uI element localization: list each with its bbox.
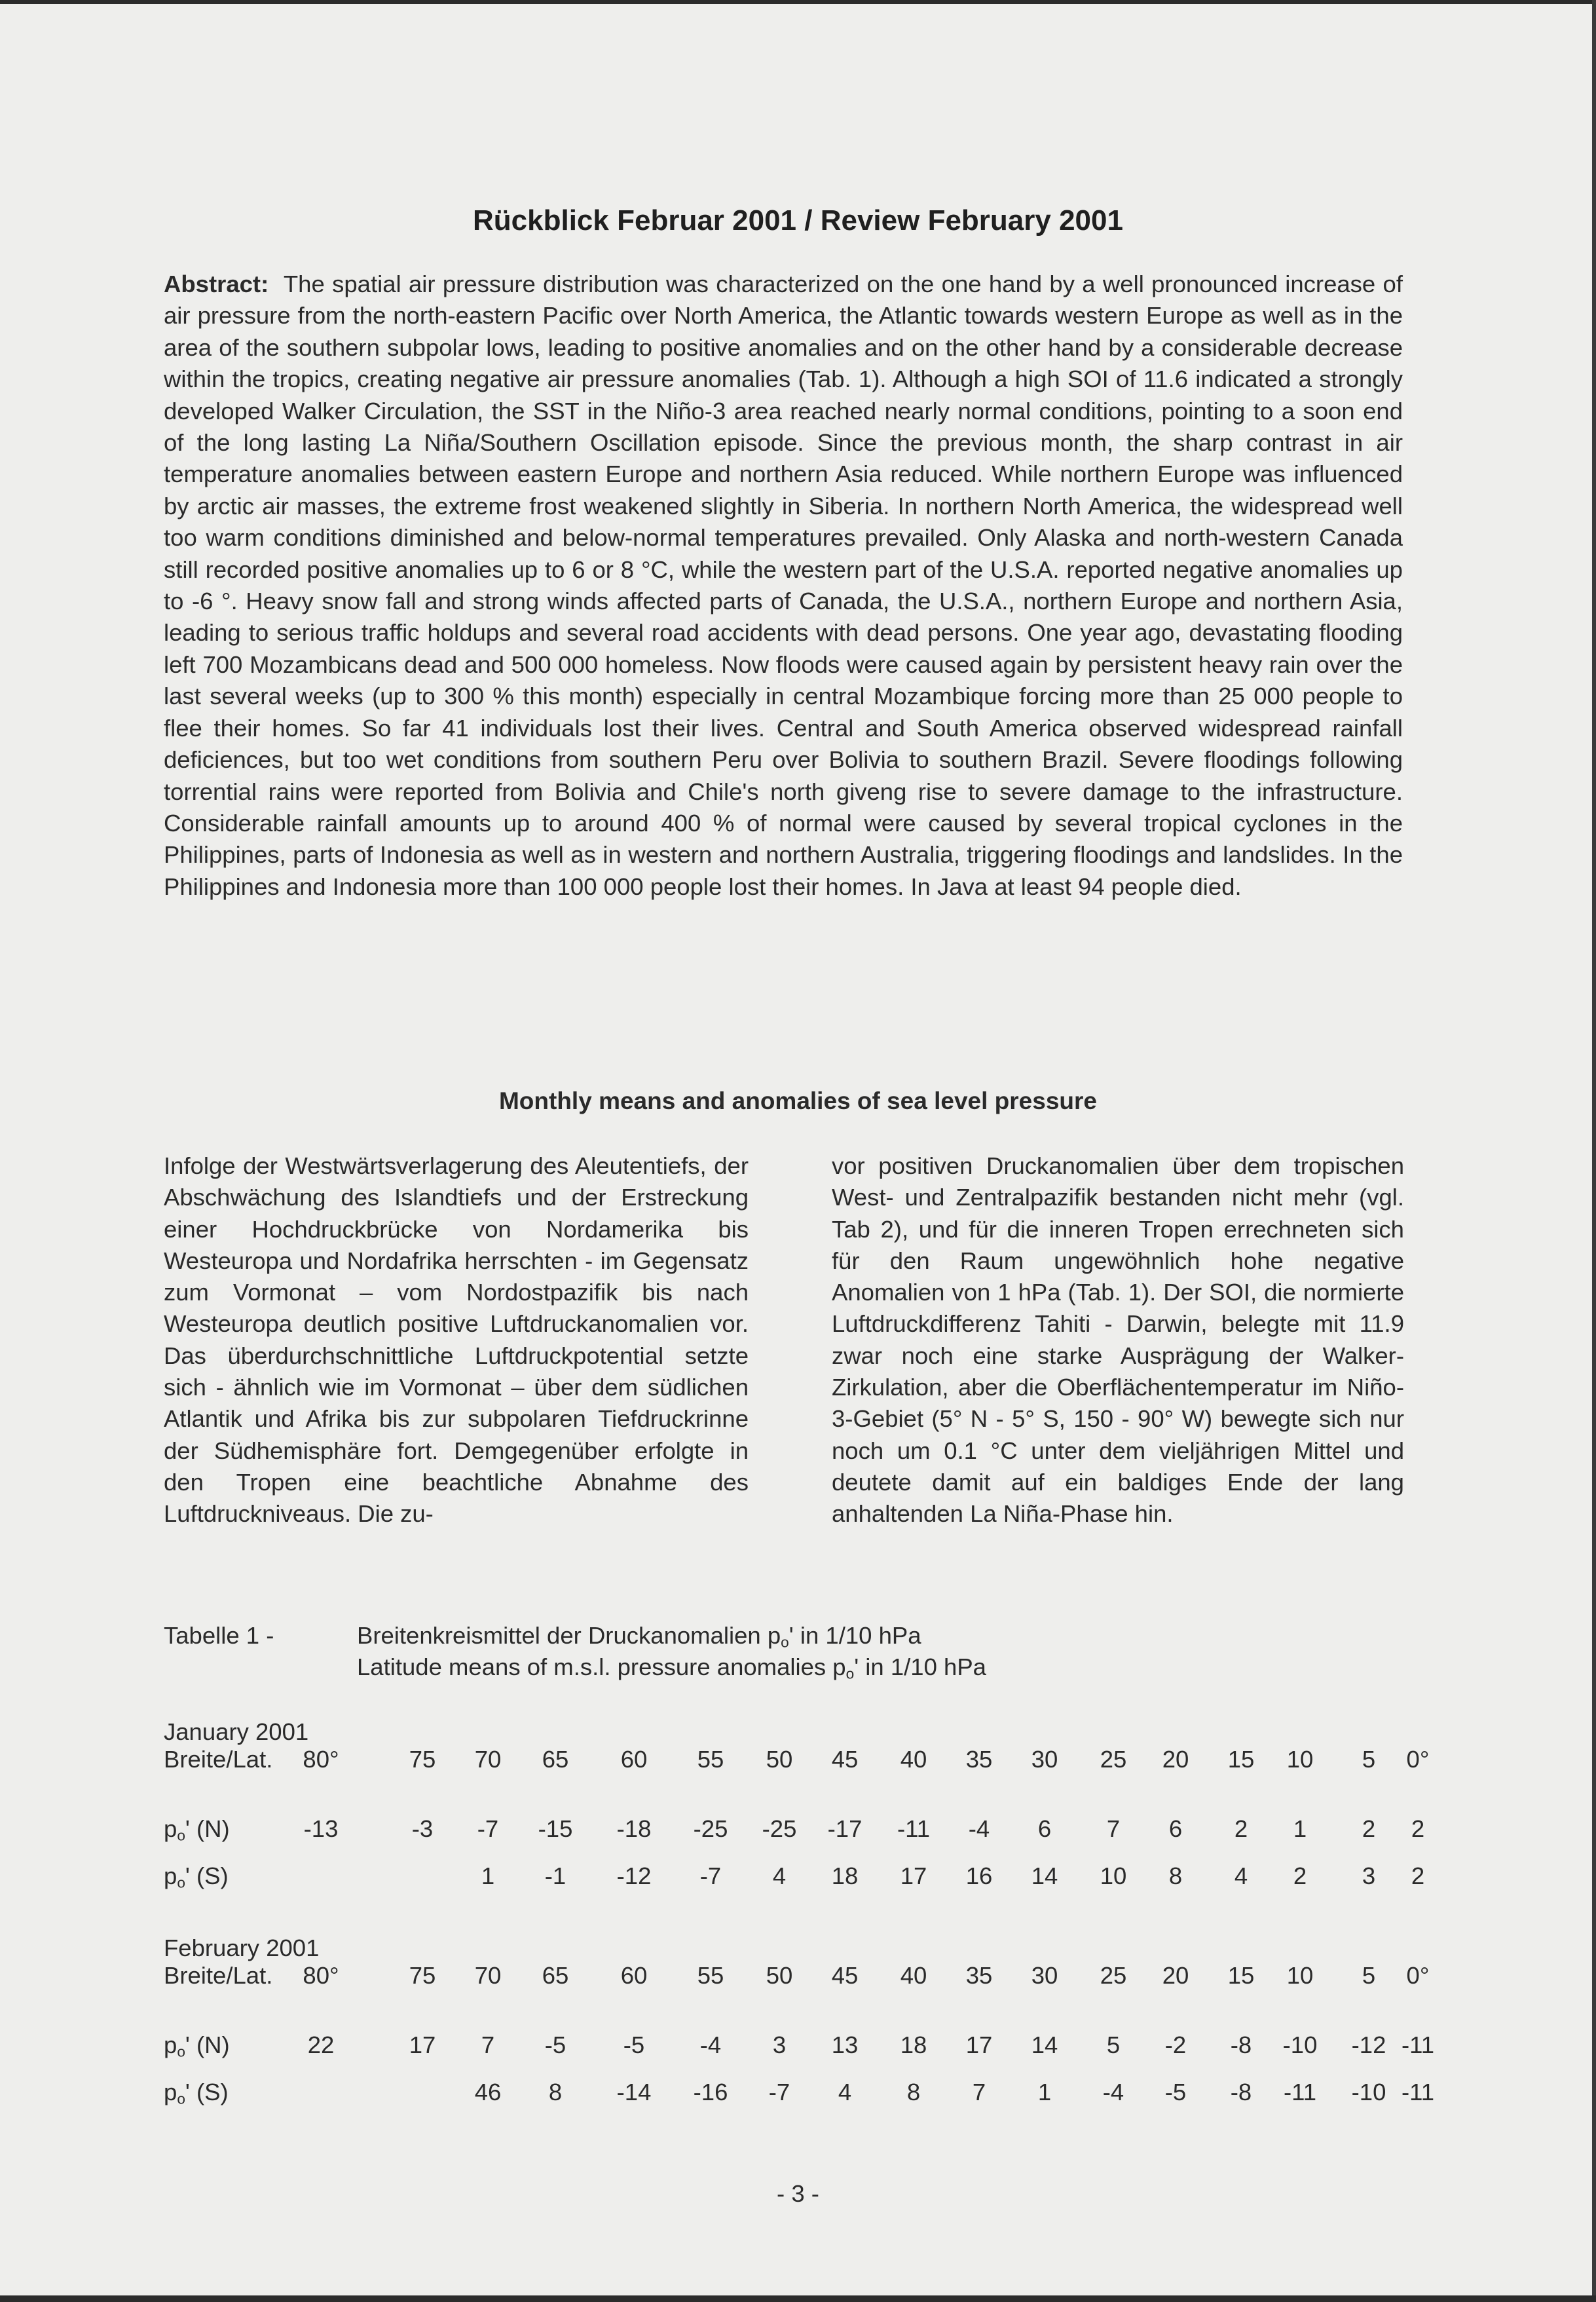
table-cell: 10 [1286,1746,1314,1773]
table-cell: 7 [481,2031,495,2058]
table-cell: -8 [1230,2079,1252,2105]
table-cell: 75 [409,1746,436,1773]
anomaly-row-north [164,2031,1447,2063]
table-cell: -5 [544,2031,566,2058]
page-number: - 3 - [777,2180,819,2207]
table-cell: 7 [1106,1815,1121,1842]
table-cell: 6 [1168,1815,1183,1842]
table-cell: -3 [411,1815,434,1842]
anomaly-row-south [164,2079,1447,2110]
table-cell: -14 [616,2079,652,2105]
body-column-left: Infolge der Westwärtsverlagerung des Aleutentiefs, der Abschwächung des Islandtiefs und der Erstreckung einer Hochdruckbrücke von Nordamerika bis Westeuropa und Nordafrika herrschten - im Gegensatz zum Vormonat – vom Nordostpazifik bis nach Westeuropa deutlich positive Luftdruckanomalien vor. Das überdurchschnittliche Luftdruckpotential setzte sich - ähnlich wie im Vormonat – über dem südlichen Atlantik und Afrika bis zur subpolaren Tiefdruckrinne der Südhemisphäre fort. Demgegenüber erfolgte in den Tropen eine beachtliche Abnahme des Luftdruckniveaus. Die zu- [164,1152,749,1528]
table-cell: 1 [481,1862,495,1889]
table-cell: -7 [699,1862,722,1889]
table-cell: 2 [1293,1862,1307,1889]
table-caption-german: Breitenkreismittel der Druckanomalien $p_o'$ in 1/10 hPa [357,1622,921,1651]
row-label: $p_o'$ (S) [164,2079,229,2107]
table-cell: -10 [1351,2079,1386,2105]
anomaly-row-north [164,1815,1447,1847]
table-cell: 17 [409,2031,436,2058]
table-month-label: January 2001 [164,1718,309,1745]
abstract-text: The spatial air pressure distribution was characterized on the one hand by a well pronounced increase of air pressure from the north-eastern Pacific over North America, the Atlantic towards western Europe as well as in the area of the southern subpolar lows, leading to positive anomalies and on the other hand by a considerable decrease within the tropics, creating negative air pressure anomalies (Tab. 1). Although a high SOI of 11.6 indicated a strongly developed Walker Circulation, the SST in the Niño-3 area reached nearly normal conditions, pointing to a soon end of the long lasting La Niña/Southern Oscillation episode. Since the previous month, the sharp contrast in air temperature anomalies between eastern Europe and northern Asia reduced. While northern Europe was influenced by arctic air masses, the extreme frost weakened slightly in Siberia. In northern North America, the widespread well too warm conditions diminished and below-normal temperatures prevailed. Only Alaska and north-western Canada still recorded positive anomalies up to 6 or 8 °C, while the western part of the U.S.A. reported negative anomalies up to -6 °. Heavy snow fall and strong winds affected parts of Canada, the U.S.A., northern Europe and northern Asia, leading to serious traffic holdups and several road accidents with dead persons. One year ago, devastating flooding left 700 Mozambicans dead and 500 000 homeless. Now floods were caused again by persistent heavy rain over the last several weeks (up to 300 % this month) especially in central Mozambique forcing more than 25 000 people to flee their homes. So far 41 individuals lost their lives. Central and South America observed widespread rainfall deficiences, but too wet conditions from southern Peru over Bolivia to southern Brazil. Severe floodings following torrential rains were reported from Bolivia and Chile's north giveng rise to severe damage to the infrastructure. Considerable rainfall amounts up to around 400 % of normal were caused by several tropical cyclones in the Philippines, parts of Indonesia as well as in western and northern Australia, triggering floodings and landslides. In the Philippines and Indonesia more than 100 000 people lost their homes. In Java at least 94 people died. [164,271,1403,900]
table-cell: 2 [1411,1862,1425,1889]
table-cell: 70 [474,1962,502,1989]
table-cell: -7 [477,1815,499,1842]
table-cell: 7 [972,2079,986,2105]
table-caption-label: Tabelle 1 - [164,1622,274,1649]
latitude-row [164,1962,1447,1993]
table-cell: 2 [1362,1815,1376,1842]
table-cell: 25 [1100,1746,1127,1773]
table-cell: 17 [900,1862,927,1889]
table-cell: 50 [766,1962,793,1989]
table-cell: -15 [538,1815,573,1842]
table-cell: 10 [1100,1862,1127,1889]
table-cell: 80° [303,1962,339,1989]
table-cell: 25 [1100,1962,1127,1989]
table-cell: 0° [1406,1746,1430,1773]
table-cell: 4 [1234,1862,1248,1889]
table-cell: 16 [965,1862,993,1889]
table-cell: 15 [1227,1962,1255,1989]
table-caption-english: Latitude means of m.s.l. pressure anomalies $p_o'$ in 1/10 hPa [357,1653,986,1682]
latitude-row [164,1746,1447,1777]
table-cell: 18 [900,2031,927,2058]
abstract-label: Abstract: [164,271,269,297]
table-cell: -5 [623,2031,645,2058]
table-cell: 8 [548,2079,563,2105]
table-cell: -18 [616,1815,652,1842]
table-cell: 8 [906,2079,921,2105]
table-cell: -2 [1164,2031,1187,2058]
table-cell: -7 [768,2079,790,2105]
page-edge-top [0,0,1596,4]
table-cell: 35 [965,1746,993,1773]
row-label: $p_o'$ (N) [164,2031,230,2060]
table-cell: -4 [1102,2079,1124,2105]
table-cell: 10 [1286,1962,1314,1989]
table-cell: 20 [1162,1962,1189,1989]
table-cell: -11 [897,1815,931,1842]
table-cell: 30 [1031,1746,1058,1773]
table-cell: -11 [1401,2079,1435,2105]
table-cell: 65 [542,1962,569,1989]
anomaly-row-south [164,1862,1447,1894]
table-cell: -5 [1164,2079,1187,2105]
page-edge-bottom [0,2295,1596,2302]
row-label: Breite/Lat. [164,1962,273,1989]
row-label: $p_o'$ (N) [164,1815,230,1844]
table-cell: 2 [1411,1815,1425,1842]
table-cell: 60 [620,1746,648,1773]
table-cell: 75 [409,1962,436,1989]
table-cell: -12 [1351,2031,1386,2058]
table-cell: -12 [616,1862,652,1889]
table-cell: 45 [831,1962,859,1989]
section-heading: Monthly means and anomalies of sea level pressure [498,1087,1097,1114]
table-cell: 3 [772,2031,787,2058]
table-cell: 35 [965,1962,993,1989]
table-caption-text [357,1620,986,1683]
table-cell: 17 [965,2031,993,2058]
table-cell: 65 [542,1746,569,1773]
table-cell: -8 [1230,2031,1252,2058]
table-cell: 6 [1037,1815,1052,1842]
table-cell: 5 [1362,1962,1376,1989]
page-edge-right [1592,0,1596,2302]
table-cell: 14 [1031,2031,1058,2058]
table-cell: 1 [1037,2079,1052,2105]
table-cell: 1 [1293,1815,1307,1842]
body-column-right: vor positiven Druckanomalien über dem tropischen West- und Zentralpazifik bestanden nicht mehr (vgl. Tab 2), und für die inneren Tropen errechneten sich für den Raum ungewöhnlich hohe negative Anomalien von 1 hPa (Tab. 1). Der SOI, die normierte Luftdruckdifferenz Tahiti - Darwin, belegte mit 11.9 zwar noch eine starke Ausprägung der Walker-Zirkulation, aber die Oberflächentemperatur im Niño-3-Gebiet (5° N - 5° S, 150 - 90° W) bewegte sich nur noch um 0.1 °C unter dem vieljährigen Mittel und deutete damit auf ein baldiges Ende der lang anhaltenden La Niña-Phase hin. [832,1152,1404,1528]
table-cell: 14 [1031,1862,1058,1889]
table-cell: 50 [766,1746,793,1773]
table-cell: 2 [1234,1815,1248,1842]
table-cell: -4 [699,2031,722,2058]
table-cell: 4 [772,1862,787,1889]
table-month-label: February 2001 [164,1934,320,1961]
table-cell: 60 [620,1962,648,1989]
table-cell: 55 [697,1746,724,1773]
table-cell: -4 [968,1815,990,1842]
table-cell: 3 [1362,1862,1376,1889]
abstract-paragraph [164,269,1403,903]
table-cell: 8 [1168,1862,1183,1889]
row-label: Breite/Lat. [164,1746,273,1773]
table-cell: 5 [1106,2031,1121,2058]
table-cell: 40 [900,1962,927,1989]
table-cell: 30 [1031,1962,1058,1989]
table-cell: 40 [900,1746,927,1773]
row-label: $p_o'$ (S) [164,1862,229,1891]
table-cell: -13 [303,1815,339,1842]
table-cell: 22 [307,2031,335,2058]
page-title: Rückblick Februar 2001 / Review February 2001 [473,204,1123,236]
table-cell: -1 [544,1862,566,1889]
table-cell: 80° [303,1746,339,1773]
table-cell: 46 [474,2079,502,2105]
table-cell: 55 [697,1962,724,1989]
table-cell: 0° [1406,1962,1430,1989]
table-cell: -17 [827,1815,863,1842]
table-cell: 70 [474,1746,502,1773]
table-cell: 4 [838,2079,852,2105]
table-cell: 13 [831,2031,859,2058]
table-cell: 15 [1227,1746,1255,1773]
table-cell: -10 [1282,2031,1318,2058]
table-cell: -11 [1283,2079,1317,2105]
table-cell: 45 [831,1746,859,1773]
table-cell: 20 [1162,1746,1189,1773]
table-cell: -11 [1401,2031,1435,2058]
table-cell: -25 [693,1815,728,1842]
table-cell: 18 [831,1862,859,1889]
table-cell: -16 [693,2079,728,2105]
table-cell: -25 [762,1815,797,1842]
table-cell: 5 [1362,1746,1376,1773]
